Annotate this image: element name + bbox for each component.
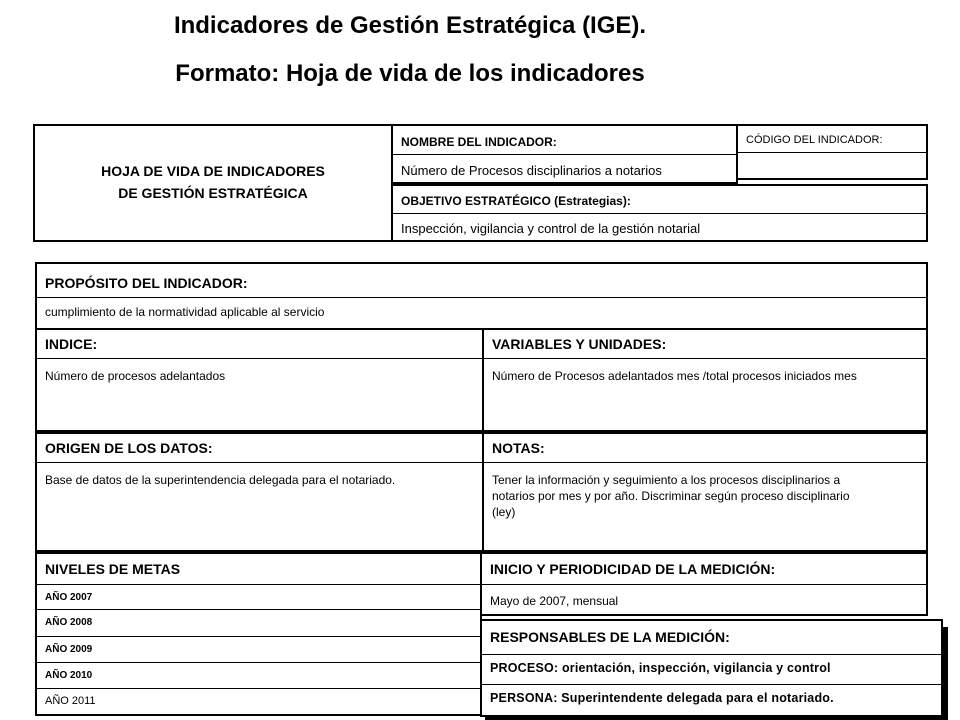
objetivo-estrategico-box (391, 184, 928, 242)
variables-label: VARIABLES Y UNIDADES: (492, 336, 667, 352)
meta-year-row: AÑO 2008 (45, 617, 93, 628)
page-subtitle: Formato: Hoja de vida de los indicadores (175, 60, 645, 87)
responsables-proceso: PROCESO: orientación, inspección, vigilancia y control (490, 661, 831, 675)
header-heading (35, 160, 391, 204)
origen-label: ORIGEN DE LOS DATOS: (45, 440, 213, 456)
inicio-label: INICIO Y PERIODICIDAD DE LA MEDICIÓN: (490, 561, 776, 577)
codigo-indicador-label: CÓDIGO DEL INDICADOR: (746, 134, 883, 146)
inicio-value: Mayo de 2007, mensual (490, 594, 619, 608)
origen-notas-box (35, 432, 928, 552)
header-heading-box (33, 124, 393, 242)
header-heading-line2: DE GESTIÓN ESTRATÉGICA (118, 185, 308, 201)
indice-variables-box (35, 328, 928, 432)
meta-year-row: AÑO 2009 (45, 644, 93, 655)
variables-value: Número de Procesos adelantados mes /total procesos iniciados mes (492, 369, 857, 383)
proposito-box (35, 262, 928, 330)
page-title: Indicadores de Gestión Estratégica (IGE). (173, 12, 647, 39)
meta-year-row: AÑO 2007 (45, 592, 93, 603)
metas-label: NIVELES DE METAS (45, 561, 181, 577)
codigo-indicador-box (736, 124, 928, 180)
indice-value: Número de procesos adelantados (45, 369, 226, 383)
indice-label: INDICE: (45, 336, 98, 352)
responsables-persona: PERSONA: Superintendente delegada para el notariado. (490, 691, 834, 705)
nombre-indicador-box (391, 124, 738, 184)
notas-value: Tener la información y seguimiento a los procesos disciplinarios a notarios por mes y por año. Discriminar según proceso disciplinario (ley) (492, 473, 850, 519)
notas-label: NOTAS: (492, 440, 545, 456)
proposito-label: PROPÓSITO DEL INDICADOR: (45, 275, 248, 291)
header-heading-line1: HOJA DE VIDA DE INDICADORES (101, 163, 325, 179)
metas-box (35, 552, 482, 716)
nombre-indicador-value: Número de Procesos disciplinarios a notarios (401, 163, 662, 178)
origen-value: Base de datos de la superintendencia delegada para el notariado. (45, 473, 396, 487)
objetivo-estrategico-label: OBJETIVO ESTRATÉGICO (Estrategias): (401, 194, 631, 208)
proposito-value: cumplimiento de la normatividad aplicable al servicio (45, 305, 325, 319)
responsables-box (480, 619, 943, 717)
meta-year-row: AÑO 2010 (45, 670, 93, 681)
nombre-indicador-label: NOMBRE DEL INDICADOR: (401, 135, 557, 149)
meta-year-row: AÑO 2011 (45, 695, 96, 707)
inicio-box (480, 552, 928, 616)
responsables-label: RESPONSABLES DE LA MEDICIÓN: (490, 629, 730, 645)
objetivo-estrategico-value: Inspección, vigilancia y control de la gestión notarial (401, 221, 701, 236)
